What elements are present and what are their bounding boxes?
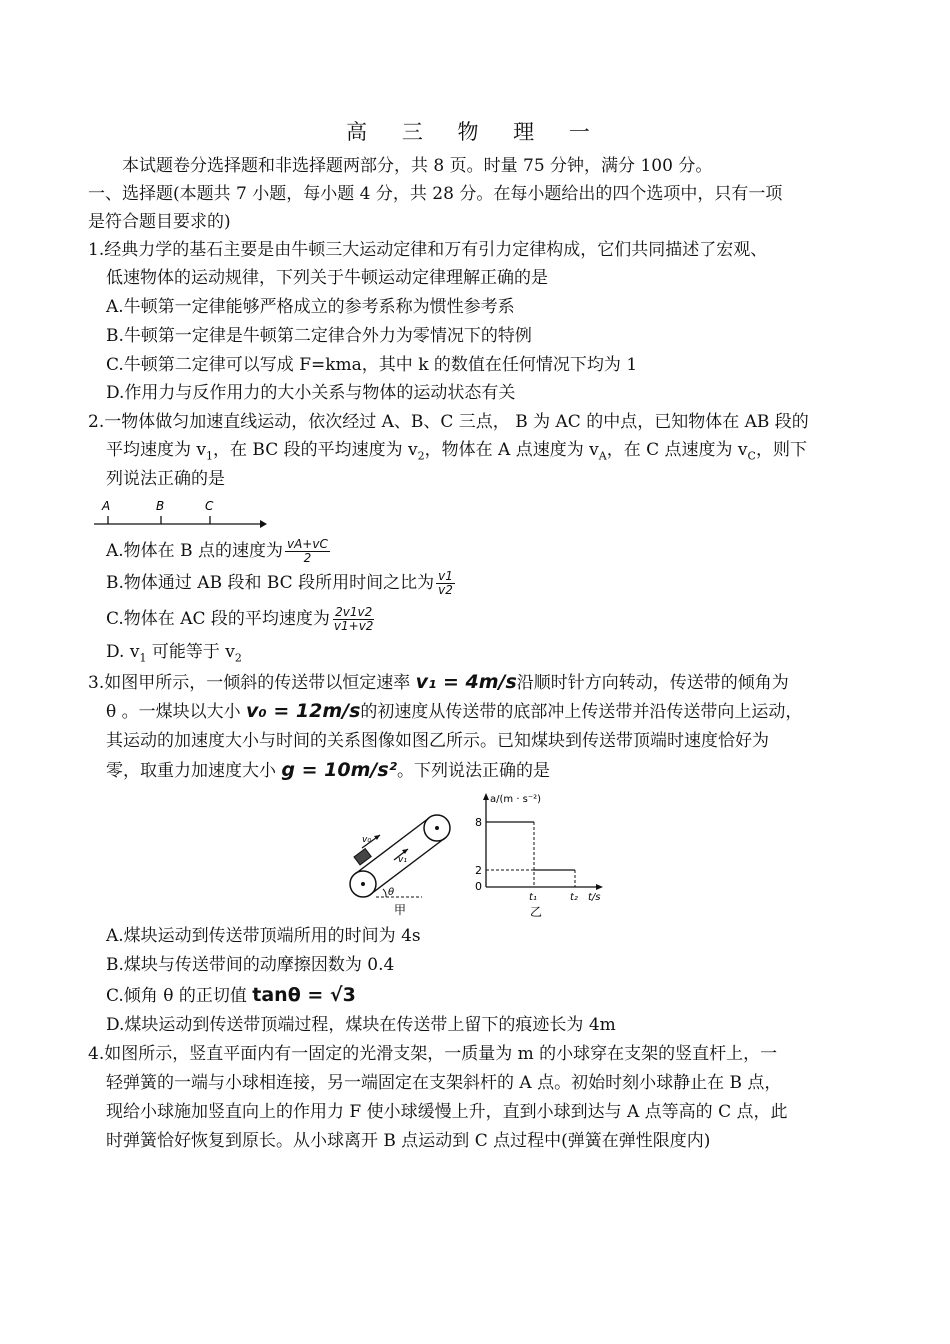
q4-stem-line1: 4.如图所示，竖直平面内有一固定的光滑支架，一质量为 m 的小球穿在支架的竖直杆上，一 bbox=[88, 1044, 778, 1064]
q1-option-b: B.牛顿第一定律是牛顿第二定律合外力为零情况下的特例 bbox=[106, 326, 532, 346]
tick-2: 2 bbox=[475, 864, 482, 877]
belt-top bbox=[355, 818, 429, 874]
q3-stem-line4: 零，取重力加速度大小 g = 10m/s²。下列说法正确的是 bbox=[106, 759, 550, 781]
q4-stem-line3: 现给小球施加竖直向上的作用力 F 使小球缓慢上升，直到小球到达与 A 点等高的 C 点，此 bbox=[106, 1102, 788, 1122]
q3-option-b: B.煤块与传送带间的动摩擦因数为 0.4 bbox=[106, 955, 395, 975]
q2-number-line-figure bbox=[92, 496, 267, 532]
tick-t1: t₁ bbox=[529, 892, 537, 903]
q2-option-b: B.物体通过 AB 段和 BC 段所用时间之比为 $\frac{v1}{v2}$ bbox=[106, 569, 453, 597]
q4-stem-line4: 时弹簧恰好恢复到原长。从小球离开 B 点运动到 C 点过程中(弹簧在弹性限度内) bbox=[106, 1131, 711, 1151]
y-axis-label: a/(m · s⁻²) bbox=[490, 794, 542, 805]
fraction: $\frac{vA+vC}{2}$ bbox=[286, 537, 328, 565]
label-a: A bbox=[102, 499, 111, 513]
q3-option-d: D.煤块运动到传送带顶端过程，煤块在传送带上留下的痕迹长为 4m bbox=[106, 1015, 616, 1035]
q4-stem-line2: 轻弹簧的一端与小球相连接，另一端固定在支架斜杆的 A 点。初始时刻小球静止在 B 点， bbox=[106, 1073, 782, 1093]
q3-option-a: A.煤块运动到传送带顶端所用的时间为 4s bbox=[106, 926, 421, 946]
q3-at-graph bbox=[472, 790, 622, 920]
q2-option-d: D. $v_1$ 可能等于 $v_2$ bbox=[106, 642, 242, 665]
figure-caption: 乙 bbox=[530, 905, 543, 919]
q1-option-d: D.作用力与反作用力的大小关系与物体的运动状态有关 bbox=[106, 383, 516, 403]
section-heading-line1: 一、选择题(本题共 7 小题，每小题 4 分，共 28 分。在每小题给出的四个选项中，只有一项 bbox=[88, 184, 783, 204]
q3-option-c: C.倾角 θ 的正切值 tanθ = √3 bbox=[106, 984, 356, 1006]
fraction: $\frac{v1}{v2}$ bbox=[438, 569, 453, 597]
q1-option-c: C.牛顿第二定律可以写成 F=kma，其中 k 的数值在任何情况下均为 1 bbox=[106, 355, 638, 375]
bottom-pulley-axle bbox=[361, 882, 365, 886]
tick-0: 0 bbox=[475, 880, 482, 893]
q1-stem-line1: 1.经典力学的基石主要是由牛顿三大运动定律和万有引力定律构成，它们共同描述了宏观、 bbox=[88, 240, 768, 260]
v1-label: v₁ bbox=[398, 855, 407, 865]
q2-stem-line3: 列说法正确的是 bbox=[106, 469, 225, 489]
fraction: $\frac{2v1v2}{v1+v2}$ bbox=[333, 605, 374, 633]
theta-label: θ bbox=[388, 887, 395, 898]
figure-caption: 甲 bbox=[394, 903, 407, 917]
q3-stem-line3: 其运动的加速度大小与时间的关系图像如图乙所示。已知煤块到传送带顶端时速度恰好为 bbox=[106, 731, 769, 751]
coal-block bbox=[354, 849, 371, 865]
q3-stem-line2: θ 。一煤块以大小 v₀ = 12m/s的初速度从传送带的底部冲上传送带并沿传送带向上运动， bbox=[106, 700, 803, 722]
q1-stem-line2: 低速物体的运动规律，下列关于牛顿运动定律理解正确的是 bbox=[106, 268, 548, 288]
section-heading-line2: 是符合题目要求的) bbox=[88, 212, 231, 232]
belt-bottom bbox=[371, 838, 445, 894]
angle-arc bbox=[383, 889, 386, 897]
exam-intro: 本试题卷分选择题和非选择题两部分，共 8 页。时量 75 分钟，满分 100 分。 bbox=[122, 156, 713, 176]
q3-conveyor-figure bbox=[340, 800, 460, 920]
x-axis-arrow bbox=[596, 884, 603, 890]
q2-stem-line1: 2.一物体做匀加速直线运动，依次经过 A、B、C 三点， B 为 AC 的中点，已知物体在 AB 段的 bbox=[88, 412, 809, 432]
v0-label: v₀ bbox=[362, 835, 371, 845]
q3-stem-line1: 3.如图甲所示，一倾斜的传送带以恒定速率 v₁ = 4m/s沿顺时针方向转动，传送带的倾角为 bbox=[88, 671, 789, 693]
q2-option-c: C.物体在 AC 段的平均速度为 $\frac{2v1v2}{v1+v2}$ bbox=[106, 605, 374, 633]
page-title: 高 三 物 理 一 bbox=[346, 120, 604, 144]
x-axis-label: t/s bbox=[588, 892, 601, 903]
axis-arrow bbox=[260, 520, 267, 528]
y-axis-arrow bbox=[483, 793, 489, 800]
q2-stem-line2: 平均速度为 $v_1$，在 BC 段的平均速度为 $v_2$，物体在 A 点速度为 $v_A$，在 C 点速度为 $v_C$，则下 bbox=[106, 440, 807, 463]
tick-8: 8 bbox=[475, 816, 482, 829]
q1-option-a: A.牛顿第一定律能够严格成立的参考系称为惯性参考系 bbox=[106, 297, 515, 317]
label-c: C bbox=[205, 499, 214, 513]
tick-t2: t₂ bbox=[570, 892, 578, 903]
q2-option-a: A.物体在 B 点的速度为 $\frac{vA+vC}{2}$ bbox=[106, 537, 328, 565]
label-b: B bbox=[156, 499, 165, 513]
top-pulley-axle bbox=[435, 826, 439, 830]
